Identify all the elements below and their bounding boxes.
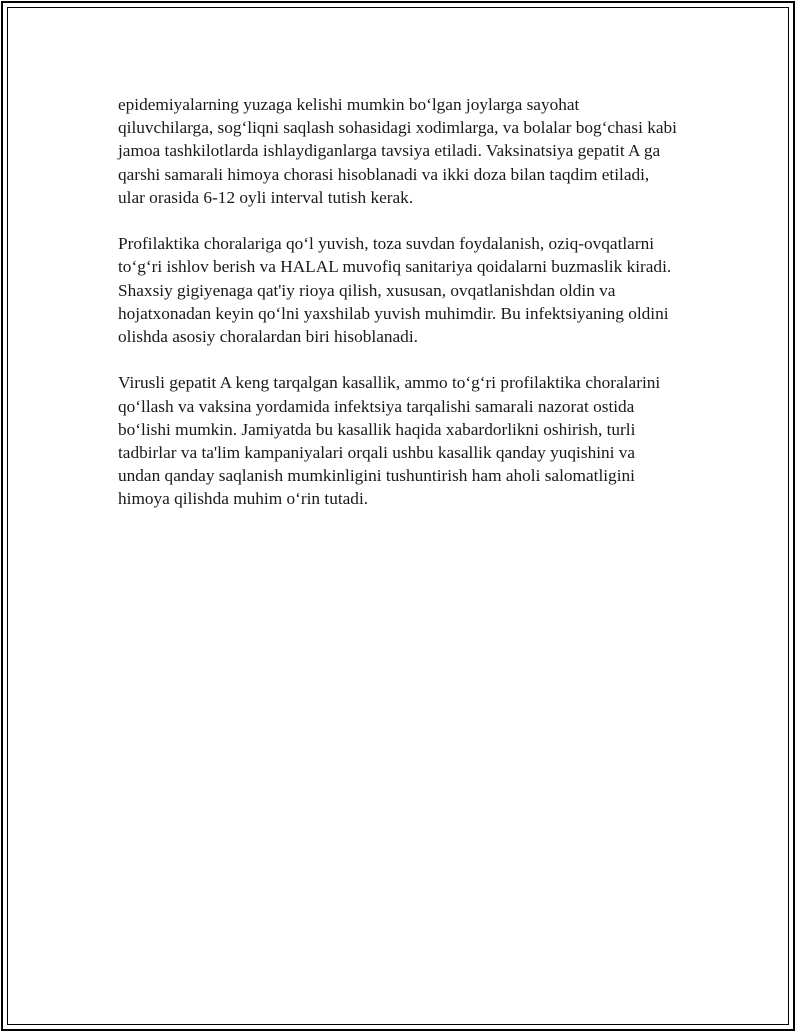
paragraph-vaccination: epidemiyalarning yuzaga kelishi mumkin bo‘lgan joylarga sayohat qiluvchilarga, sog‘liqni saqlash sohasidagi xodimlarga, va bolalar bog‘chasi kabi jamoa tashkilotlarda ishlaydiganlarga tavsiya etiladi. Vaksinatsiya gepatit A ga qarshi samarali himoya chorasi hisoblanadi va ikki doza bilan taqdim etiladi, ular orasida 6-12 oyli interval tutish kerak. — [118, 95, 677, 207]
paragraph-conclusion: Virusli gepatit A keng tarqalgan kasallik, ammo to‘g‘ri profilaktika choralarini qo‘llash va vaksina yordamida infektsiya tarqalishi samarali nazorat ostida bo‘lishi mumkin. Jamiyatda bu kasallik haqida xabardorlikni oshirish, turli tadbirlar va ta'lim kampaniyalari orqali ushbu kasallik qanday yuqishini va undan qanday saqlanish mumkinligini tushuntirish ham aholi salomatligini himoya qilishda muhim o‘rin tutadi. — [118, 373, 661, 509]
paragraph-prevention: Profilaktika choralariga qo‘l yuvish, toza suvdan foydalanish, oziq-ovqatlarni to‘g‘ri ishlov berish va HALAL muvofiq sanitariya qoidalarni buzmaslik kiradi. Shaxsiy gigiyenaga qat'iy rioya qilish, xususan, ovqatlanishdan oldin va hojatxonadan keyin qo‘lni yaxshilab yuvish muhimdir. Bu infektsiyaning oldini olishda asosiy choralardan biri hisoblanadi. — [118, 234, 672, 347]
document-body — [118, 93, 678, 534]
